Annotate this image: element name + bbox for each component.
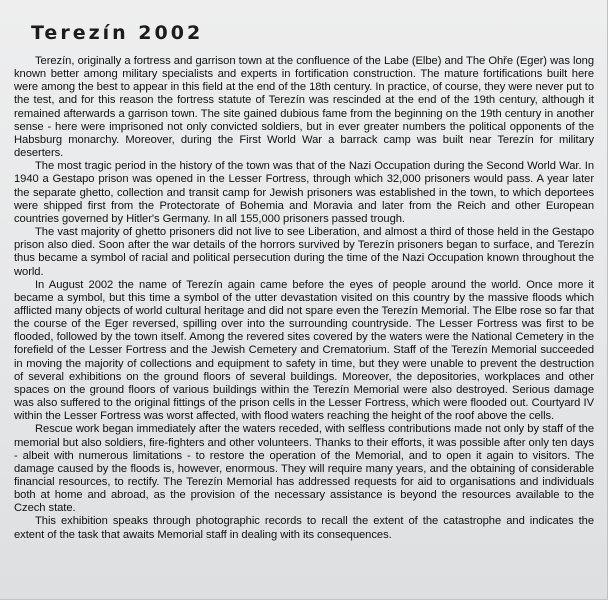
paragraph-exhibition: This exhibition speaks through photographic records to recall the extent of the catastrophe and indicates the extent of the task that awaits Memorial staff in dealing with its consequences. [14,515,594,541]
document-body [14,55,594,542]
paragraph-rescue-work: Rescue work began immediately after the waters receded, with selfless contributions made not only by staff of the memorial but also soldiers, fire-fighters and other volunteers. Thanks to their efforts, it was possible after only ten days - albeit with numerous limitations - to restore the operation of the Memorial, and to open it again to visitors. The damage caused by the floods is, however, enormous. They will require many years, and the obtaining of considerable financial resources, to rectify. The Terezín Memorial has addressed requests for aid to organisations and individuals both at home and abroad, as the provision of the necessary assistance is beyond the resources available to the Czech state. [14,423,594,515]
paragraph-nazi-occupation: The most tragic period in the history of the town was that of the Nazi Occupation during the Second World War. In 1940 a Gestapo prison was opened in the Lesser Fortress, through which 32,000 prisoners would pass. A year later the separate ghetto, collection and transit camp for Jewish prisoners was established in the town, to which deportees were shipped first from the Protectorate of Bohemia and Moravia and later from the Reich and other European countries governed by Hitler's Germany. In all 155,000 prisoners passed trough. [14,160,594,225]
paragraph-floods-2002: In August 2002 the name of Terezín again came before the eyes of people around the world. Once more it became a symbol, but this time a symbol of the utter devastation visited on this country by the massive floods which afflicted many objects of world cultural heritage and did not spare even the Terezín Memorial. The Elbe rose so far that the course of the Eger reversed, spilling over into the surrounding countryside. The Lesser Fortress was first to be flooded, followed by the town itself. Among the revered sites covered by the waters were the National Cemetery in the forefield of the Lesser Fortress and the Jewish Cemetery and Crematorium. Staff of the Terezín Memorial succeeded in moving the majority of collections and equipment to safety in time, but they were unable to prevent the destruction of several exhibitions on the ground floors of several buildings. Moreover, the depositories, workplaces and other spaces on the ground floors of various buildings within the Terezín Memorial were also destroyed. Serious damage was also suffered to the original fittings of the prison cells in the Lesser Fortress, which were flooded out. Courtyard IV within the Lesser Fortress was worst affected, with flood waters reaching the height of the roof above the cells. [14,278,594,423]
document-title: Terezín 2002 [31,22,204,44]
paragraph-aftermath: The vast majority of ghetto prisoners did not live to see Liberation, and almost a third of those held in the Gestapo prison also died. Soon after the war details of the horrors survived by Terezín prisoners began to surface, and Terezín thus became a symbol of racial and political persecution during the time of the Nazi Occupation known throughout the world. [14,226,594,278]
paragraph-history: Terezín, originally a fortress and garrison town at the confluence of the Labe (Elbe) and The Ohře (Eger) was long known better among military specialists and experts in fortification construction. The mature fortifications built here were among the best to appear in this field at the end of the 18th century. In practice, of course, they were never put to the test, and for this reason the fortress statute of Terezín was rescinded at the end of the 19th century, although it remained afterwards a garrison town. The site gained dubious fame from the beginning on the 19th century in another sense - here were imprisoned not only convicted soldiers, but in ever greater numbers the political opponents of the Habsburg monarchy. Moreover, during the First World War a barrack camp was built near Terezín for military deserters. [14,55,594,160]
